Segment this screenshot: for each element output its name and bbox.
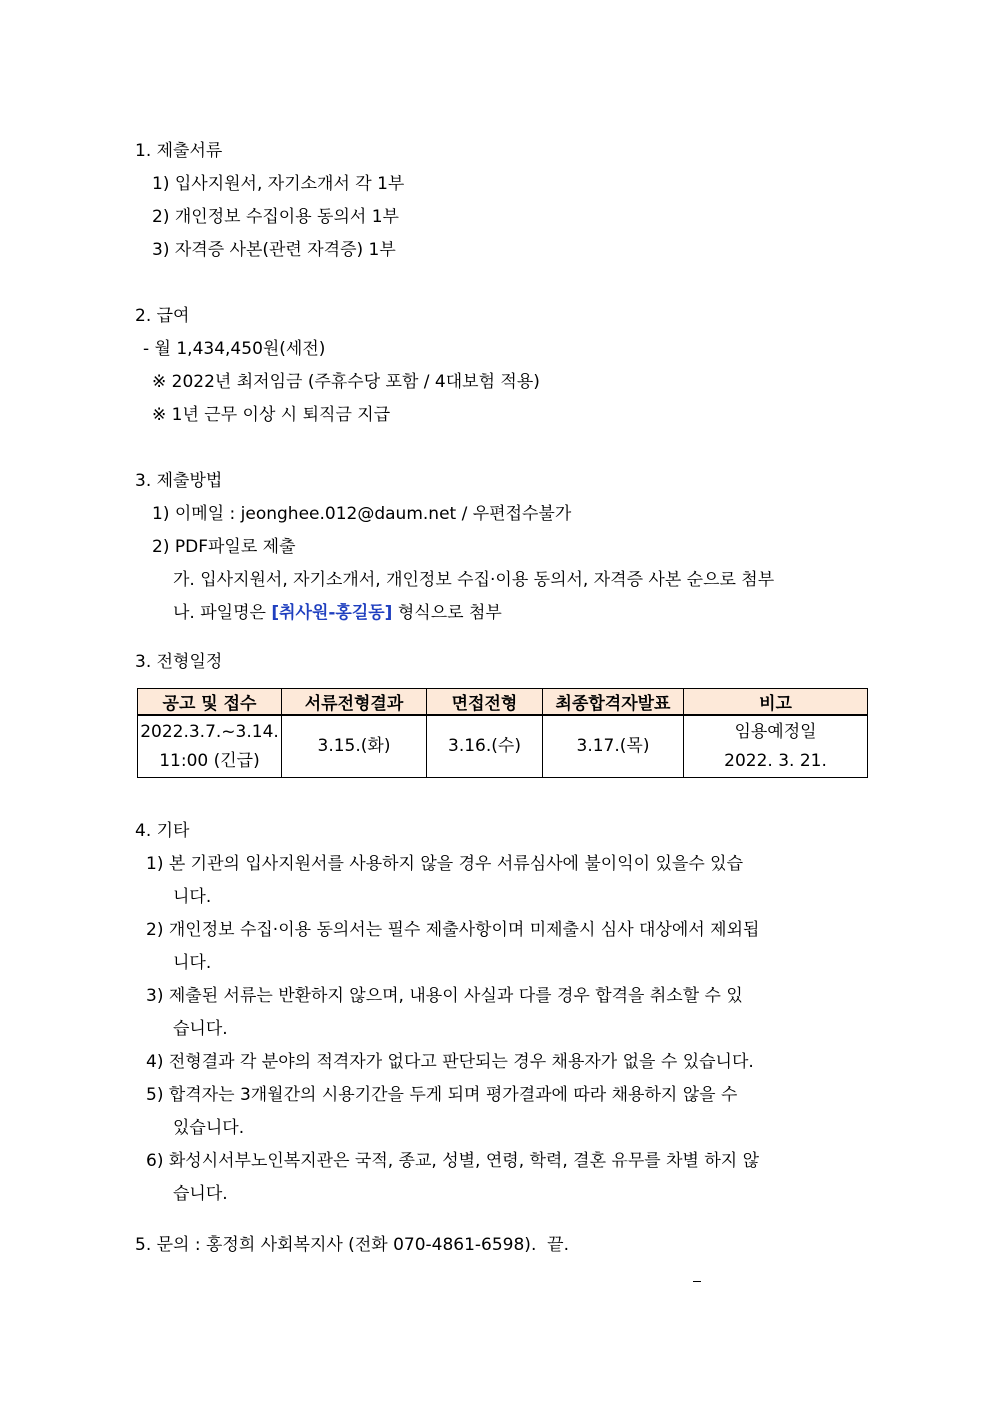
header-doc-result: 서류전형결과 bbox=[282, 689, 427, 716]
cell-remark bbox=[684, 715, 868, 778]
other-item-cont: 습니다. bbox=[173, 1184, 228, 1204]
section-title-salary: 2. 급여 bbox=[135, 306, 190, 326]
cell-doc-result: 3.15.(화) bbox=[282, 715, 427, 778]
salary-note: ※ 2022년 최저임금 (주휴수당 포함 / 4대보험 적용) bbox=[152, 372, 540, 392]
filename-format: [취사원-홍길동] bbox=[271, 603, 393, 623]
other-item: 4) 전형결과 각 분야의 적격자가 없다고 판단되는 경우 채용자가 없을 수 있습니다. bbox=[146, 1052, 754, 1072]
section-title-other: 4. 기타 bbox=[135, 821, 190, 841]
document-item: 2) 개인정보 수집이용 동의서 1부 bbox=[152, 207, 399, 227]
section-title-documents: 1. 제출서류 bbox=[135, 141, 223, 161]
header-remark: 비고 bbox=[684, 689, 868, 716]
other-item: 2) 개인정보 수집·이용 동의서는 필수 제출사항이며 미제출시 심사 대상에서 제외됩 bbox=[146, 920, 760, 940]
notice-deadline: 11:00 (긴급) bbox=[159, 750, 260, 771]
salary-note: ※ 1년 근무 이상 시 퇴직금 지급 bbox=[152, 405, 391, 425]
document-item: 1) 입사지원서, 자기소개서 각 1부 bbox=[152, 174, 405, 194]
cell-notice bbox=[138, 715, 282, 778]
section-title-schedule: 3. 전형일정 bbox=[135, 652, 223, 672]
header-final: 최종합격자발표 bbox=[543, 689, 684, 716]
remark-label: 임용예정일 bbox=[734, 721, 817, 742]
other-item-cont: 니다. bbox=[173, 887, 212, 907]
contact-line: 5. 문의 : 홍정희 사회복지사 (전화 070-4861-6598). 끝. bbox=[135, 1235, 569, 1255]
other-item: 3) 제출된 서류는 반환하지 않으며, 내용이 사실과 다를 경우 합격을 취소할 수 있 bbox=[146, 986, 743, 1006]
filename-suffix: 형식으로 첨부 bbox=[392, 603, 502, 623]
page-mark bbox=[693, 1281, 701, 1282]
schedule-table bbox=[137, 688, 868, 778]
other-item-cont: 니다. bbox=[173, 953, 212, 973]
other-item: 1) 본 기관의 입사지원서를 사용하지 않을 경우 서류심사에 불이익이 있을수 있습 bbox=[146, 854, 743, 874]
submission-email: 1) 이메일 : jeonghee.012@daum.net / 우편접수불가 bbox=[152, 504, 572, 524]
other-item: 6) 화성시서부노인복지관은 국적, 종교, 성별, 연령, 학력, 결혼 유무를 차별 하지 않 bbox=[146, 1151, 759, 1171]
header-interview: 면접전형 bbox=[427, 689, 543, 716]
submission-pdf: 2) PDF파일로 제출 bbox=[152, 537, 296, 557]
document-item: 3) 자격증 사본(관련 자격증) 1부 bbox=[152, 240, 396, 260]
schedule-row bbox=[138, 715, 868, 778]
section-title-submission: 3. 제출방법 bbox=[135, 471, 223, 491]
filename-prefix: 나. 파일명은 bbox=[173, 603, 272, 623]
schedule-header-row bbox=[138, 689, 868, 716]
remark-date: 2022. 3. 21. bbox=[724, 750, 827, 771]
notice-period: 2022.3.7.~3.14. bbox=[140, 721, 279, 742]
other-item-cont: 습니다. bbox=[173, 1019, 228, 1039]
cell-interview: 3.16.(수) bbox=[427, 715, 543, 778]
submission-order: 가. 입사지원서, 자기소개서, 개인정보 수집·이용 동의서, 자격증 사본 순으로 첨부 bbox=[173, 570, 775, 590]
other-item-cont: 있습니다. bbox=[173, 1118, 245, 1138]
submission-filename bbox=[173, 601, 502, 625]
other-item: 5) 합격자는 3개월간의 시용기간을 두게 되며 평가결과에 따라 채용하지 않을 수 bbox=[146, 1085, 738, 1105]
cell-final: 3.17.(목) bbox=[543, 715, 684, 778]
header-notice: 공고 및 접수 bbox=[138, 689, 282, 716]
salary-amount: - 월 1,434,450원(세전) bbox=[143, 339, 326, 359]
